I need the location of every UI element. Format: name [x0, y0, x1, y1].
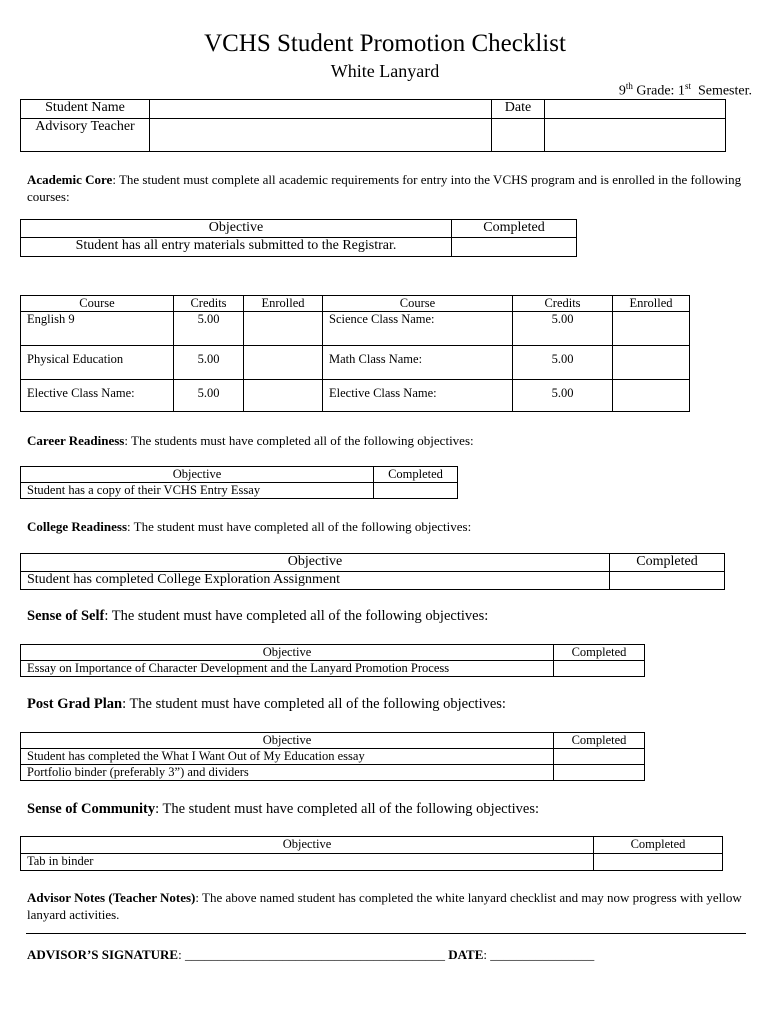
- objective-header: Objective: [21, 645, 554, 661]
- completed-header: Completed: [554, 645, 645, 661]
- enrolled-checkbox[interactable]: [244, 312, 323, 346]
- college-readiness-heading: College Readiness: [27, 519, 128, 534]
- page-subtitle: White Lanyard: [330, 61, 440, 81]
- credits-header: Credits: [513, 296, 613, 312]
- advisory-teacher-label: Advisory Teacher: [21, 119, 150, 152]
- objective-item: Essay on Importance of Character Development and the Lanyard Promotion Process: [21, 661, 554, 677]
- semester-suffix: st: [684, 81, 691, 91]
- enrolled-checkbox[interactable]: [244, 380, 323, 412]
- advisory-teacher-field[interactable]: [150, 119, 492, 152]
- objective-item: Student has all entry materials submitted to the Registrar.: [21, 238, 452, 257]
- advisor-signature-label: ADVISOR’S SIGNATURE: [27, 947, 179, 962]
- course-name: Physical Education: [21, 346, 174, 380]
- date-label: Date: [492, 100, 545, 119]
- grade-semester: [619, 81, 752, 100]
- career-readiness-heading: Career Readiness: [27, 433, 125, 448]
- advisor-notes-text: : The above named student has completed the white lanyard checklist and may now progress with yellow lanyard activities.: [27, 890, 742, 922]
- courses-table: [20, 295, 690, 412]
- completed-checkbox[interactable]: [554, 765, 645, 781]
- enrolled-header: Enrolled: [613, 296, 690, 312]
- academic-objective-table: [20, 219, 577, 257]
- course-credits: 5.00: [513, 346, 613, 380]
- completed-checkbox[interactable]: [554, 749, 645, 765]
- enrolled-checkbox[interactable]: [613, 380, 690, 412]
- student-name-label: Student Name: [21, 100, 150, 119]
- sense-of-self-intro: [27, 608, 747, 625]
- post-grad-plan-intro: [27, 696, 747, 713]
- course-header: Course: [21, 296, 174, 312]
- course-credits: 5.00: [174, 346, 244, 380]
- objective-item: Student has a copy of their VCHS Entry Essay: [21, 483, 374, 499]
- signature-date-label: DATE: [448, 947, 484, 962]
- student-name-field[interactable]: [150, 100, 492, 119]
- course-name: Elective Class Name:: [21, 380, 174, 412]
- notes-line: [26, 933, 746, 934]
- enrolled-checkbox[interactable]: [613, 346, 690, 380]
- career-objective-table: [20, 466, 458, 499]
- signature-date-field[interactable]: : ________________: [483, 947, 595, 962]
- course-credits: 5.00: [513, 380, 613, 412]
- signature-line: [27, 946, 752, 963]
- college-readiness-text: : The student must have completed all of the following objectives:: [127, 519, 472, 534]
- completed-header: Completed: [610, 554, 725, 572]
- completed-header: Completed: [554, 733, 645, 749]
- academic-core-text: : The student must complete all academic requirements for entry into the VCHS program and is enrolled in the following courses:: [27, 172, 742, 204]
- enrolled-checkbox[interactable]: [613, 312, 690, 346]
- advisor-notes-heading: Advisor Notes (Teacher Notes): [27, 890, 196, 905]
- college-objective-table: [20, 553, 725, 590]
- objective-item: Portfolio binder (preferably 3”) and dividers: [21, 765, 554, 781]
- community-objective-table: [20, 836, 723, 871]
- completed-checkbox[interactable]: [610, 572, 725, 590]
- college-readiness-intro: [27, 518, 747, 535]
- enrolled-checkbox[interactable]: [244, 346, 323, 380]
- grade-suffix: th: [625, 81, 633, 91]
- objective-header: Objective: [21, 733, 554, 749]
- course-credits: 5.00: [174, 312, 244, 346]
- grade-label: Grade: 1: [632, 83, 685, 99]
- objective-item: Student has completed the What I Want Out of My Education essay: [21, 749, 554, 765]
- objective-item: Tab in binder: [21, 854, 594, 871]
- completed-header: Completed: [594, 837, 723, 854]
- sense-of-community-text: : The student must have completed all of the following objectives:: [155, 801, 539, 817]
- course-header: Course: [323, 296, 513, 312]
- student-info-table: [20, 99, 726, 152]
- course-name: Math Class Name:: [323, 346, 513, 380]
- objective-header: Objective: [21, 554, 610, 572]
- completed-checkbox[interactable]: [594, 854, 723, 871]
- self-objective-table: [20, 644, 645, 677]
- objective-header: Objective: [21, 220, 452, 238]
- empty-cell: [545, 119, 726, 152]
- academic-core-intro: [27, 171, 747, 205]
- enrolled-header: Enrolled: [244, 296, 323, 312]
- page-title: VCHS Student Promotion Checklist: [204, 30, 566, 57]
- course-name: Science Class Name:: [323, 312, 513, 346]
- date-field[interactable]: [545, 100, 726, 119]
- semester-label: Semester.: [690, 83, 752, 99]
- objective-header: Objective: [21, 837, 594, 854]
- sense-of-self-text: : The student must have completed all of the following objectives:: [104, 608, 489, 624]
- career-readiness-text: : The students must have completed all of the following objectives:: [124, 433, 474, 448]
- advisor-signature-field[interactable]: : ________________________________________: [178, 947, 445, 962]
- academic-core-heading: Academic Core: [27, 172, 113, 187]
- completed-header: Completed: [452, 220, 577, 238]
- completed-checkbox[interactable]: [374, 483, 458, 499]
- career-readiness-intro: [27, 432, 747, 449]
- sense-of-community-heading: Sense of Community: [27, 801, 156, 817]
- credits-header: Credits: [174, 296, 244, 312]
- objective-item: Student has completed College Exploration Assignment: [21, 572, 610, 590]
- empty-cell: [492, 119, 545, 152]
- postgrad-objective-table: [20, 732, 645, 781]
- sense-of-self-heading: Sense of Self: [27, 608, 105, 624]
- post-grad-plan-text: : The student must have completed all of the following objectives:: [122, 696, 506, 712]
- completed-checkbox[interactable]: [554, 661, 645, 677]
- objective-header: Objective: [21, 467, 374, 483]
- course-credits: 5.00: [174, 380, 244, 412]
- advisor-notes: [27, 889, 752, 923]
- grade-number: 9: [618, 83, 626, 99]
- course-credits: 5.00: [513, 312, 613, 346]
- course-name: English 9: [21, 312, 174, 346]
- sense-of-community-intro: [27, 801, 747, 818]
- completed-header: Completed: [374, 467, 458, 483]
- course-name: Elective Class Name:: [323, 380, 513, 412]
- post-grad-plan-heading: Post Grad Plan: [27, 696, 123, 712]
- completed-checkbox[interactable]: [452, 238, 577, 257]
